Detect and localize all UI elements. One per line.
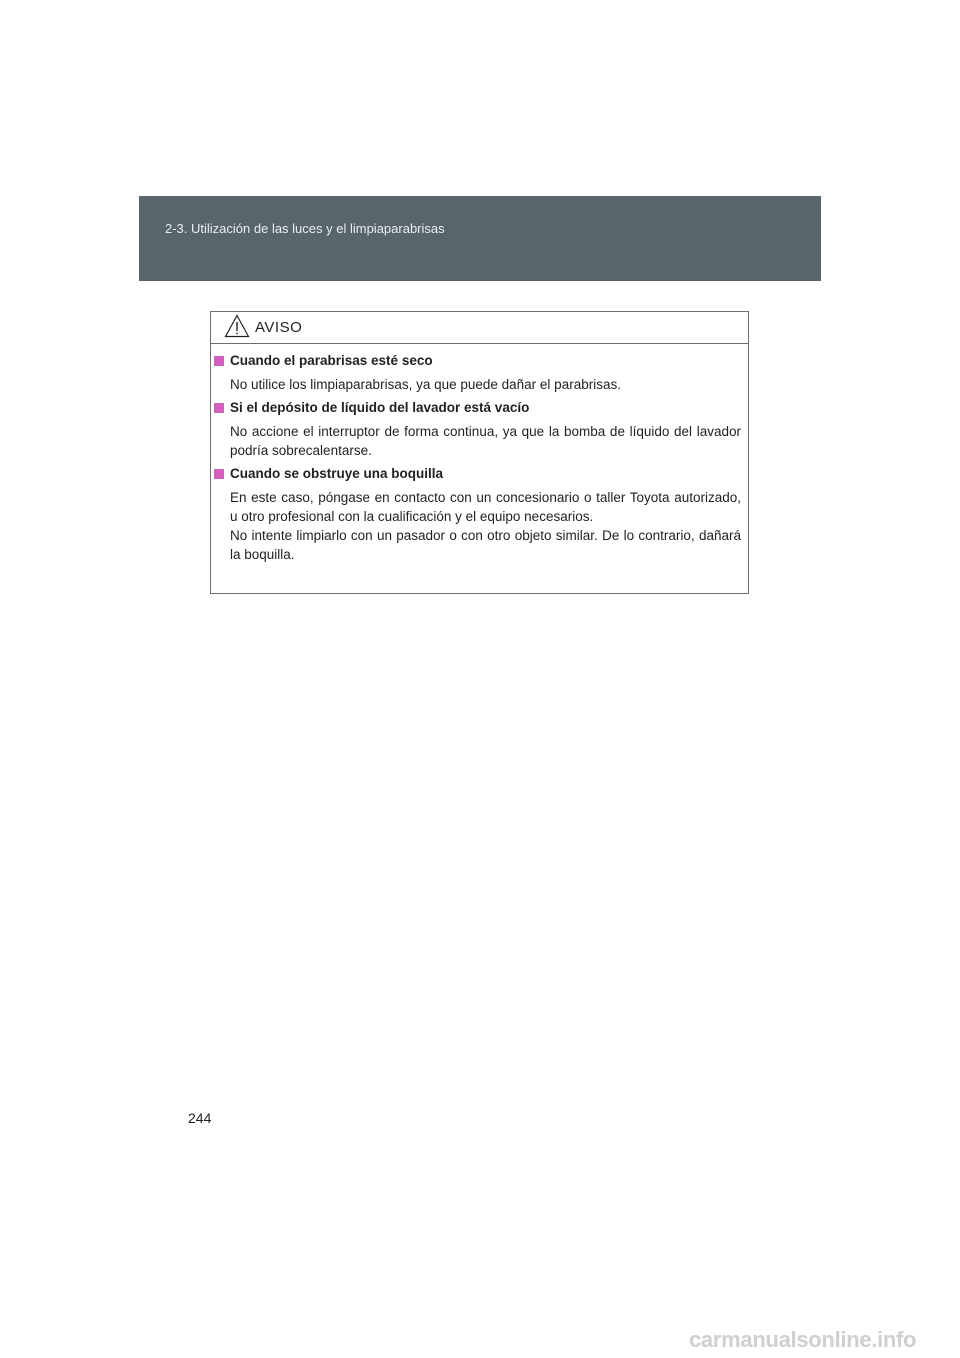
section-text <box>230 488 741 564</box>
warning-body <box>211 351 748 568</box>
square-bullet-icon <box>214 403 224 413</box>
watermark: carmanualsonline.info <box>689 1327 917 1352</box>
section-text <box>230 375 741 394</box>
warning-title: AVISO <box>255 319 303 336</box>
section-heading-text: Cuando el parabrisas esté seco <box>230 353 433 368</box>
warning-header <box>211 312 748 344</box>
warning-box <box>210 311 749 594</box>
warning-section <box>211 464 748 564</box>
section-heading <box>211 351 748 371</box>
warning-section <box>211 351 748 394</box>
warning-section <box>211 398 748 460</box>
page-number: 244 <box>188 1110 212 1126</box>
section-heading <box>211 464 748 484</box>
square-bullet-icon <box>214 356 224 366</box>
section-heading-text: Cuando se obstruye una boquilla <box>230 466 444 481</box>
section-title: 2-3. Utilización de las luces y el limpiaparabrisas <box>165 221 445 236</box>
warning-triangle-icon <box>224 314 250 338</box>
section-header-band <box>139 196 821 281</box>
section-heading <box>211 398 748 418</box>
section-heading-text: Si el depósito de líquido del lavador está vacío <box>230 400 530 415</box>
section-text <box>230 422 741 460</box>
paragraph: No intente limpiarlo con un pasador o con otro objeto similar. De lo contrario, dañará la boquilla. <box>230 528 741 562</box>
paragraph: En este caso, póngase en contacto con un concesionario o taller Toyota autorizado, u otro profesional con la cualificación y el equipo necesarios. <box>230 490 741 524</box>
paragraph: No accione el interruptor de forma continua, ya que la bomba de líquido del lavador podría sobrecalentarse. <box>230 424 741 458</box>
square-bullet-icon <box>214 469 224 479</box>
paragraph: No utilice los limpiaparabrisas, ya que puede dañar el parabrisas. <box>230 377 621 392</box>
